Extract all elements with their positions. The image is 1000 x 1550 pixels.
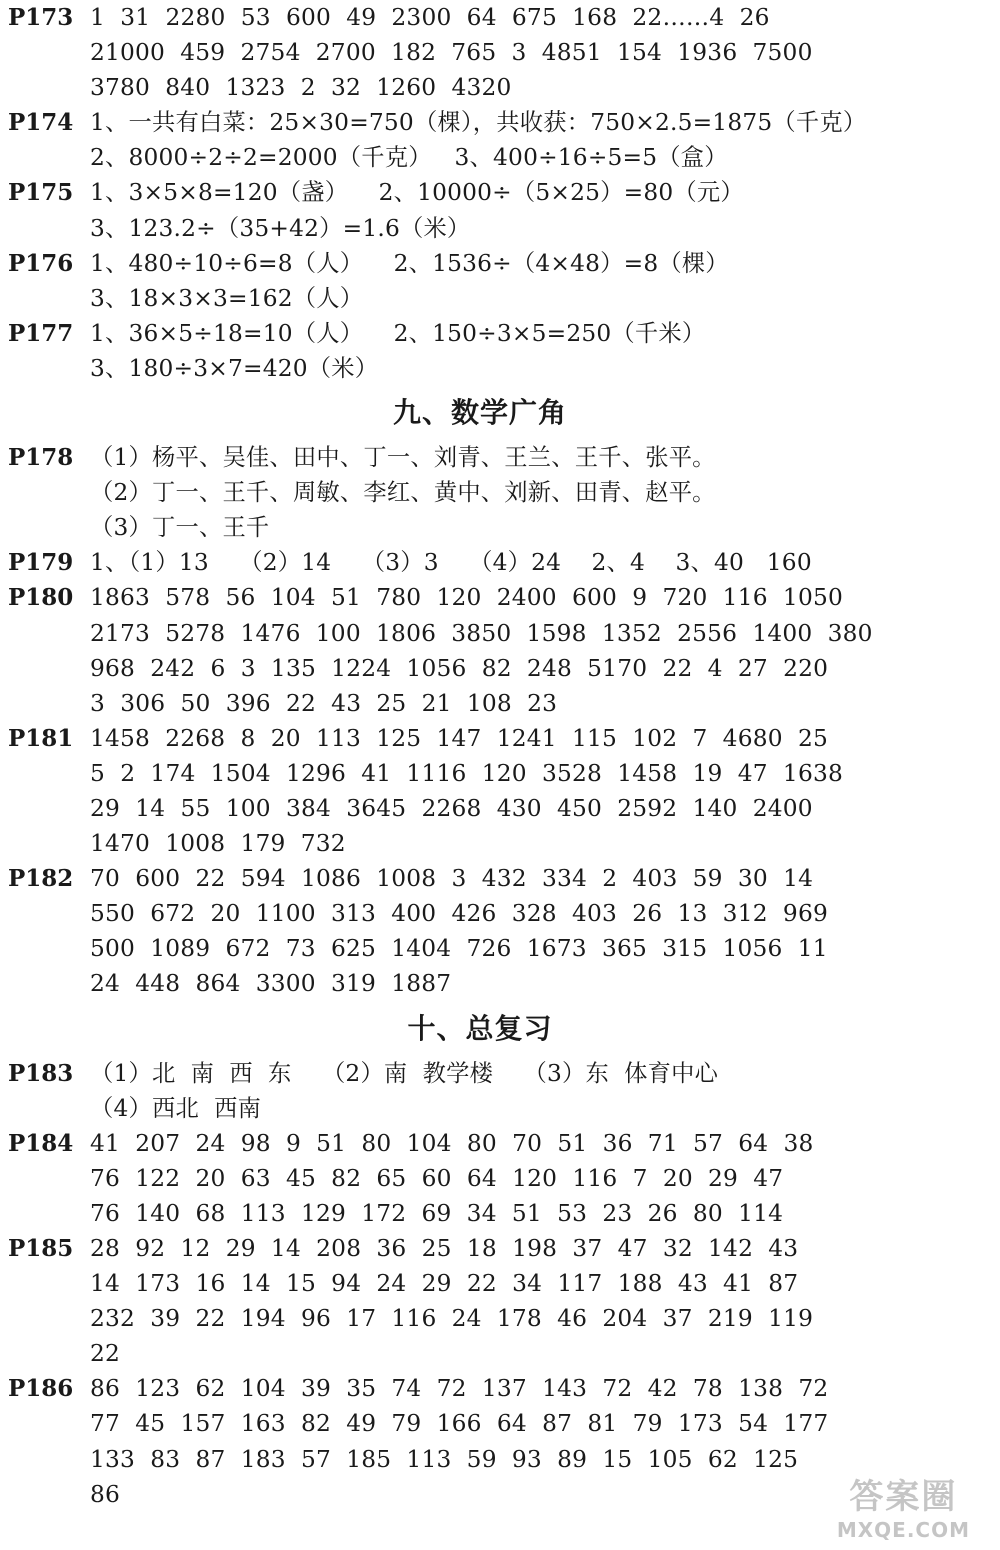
answer-line: （2）丁一、王千、周敏、李红、黄中、刘新、田青、赵平。	[90, 478, 716, 507]
answer-line: （1）杨平、吴佳、田中、丁一、刘青、王兰、王千、张平。	[90, 443, 716, 472]
answer-line: 29 14 55 100 384 3645 2268 430 450 2592 140 2400	[90, 793, 813, 822]
answer-entry	[0, 1231, 1000, 1371]
answer-line: （3）丁一、王千	[90, 513, 270, 542]
answer-line: 1、36×5÷18=10（人） 2、150÷3×5=250（千米）	[90, 318, 706, 347]
answer-line: 41 207 24 98 9 51 80 104 80 70 51 36 71 57 64 38	[90, 1128, 814, 1157]
answer-line: 3、18×3×3=162（人）	[90, 283, 364, 312]
answer-line: 3、180÷3×7=420（米）	[90, 353, 379, 382]
answer-line: 2173 5278 1476 100 1806 3850 1598 1352 2556 1400 380	[90, 618, 873, 647]
answer-line: 76 122 20 63 45 82 65 60 64 120 116 7 20 29 47	[90, 1163, 784, 1192]
answer-entry	[0, 105, 1000, 175]
watermark-title: 答案圈	[849, 1477, 958, 1517]
page-number-label: P182	[8, 865, 74, 893]
answer-line: 24 448 864 3300 319 1887	[90, 969, 452, 998]
watermark-url: MXQE.COM	[836, 1518, 970, 1542]
answer-line: 86 123 62 104 39 35 74 72 137 143 72 42 78 138 72	[90, 1374, 829, 1403]
page-number-label: P175	[8, 179, 74, 207]
page-number-label: P181	[8, 724, 74, 752]
answer-line: 5 2 174 1504 1296 41 1116 120 3528 1458 19 47 1638	[90, 758, 844, 787]
answer-entry	[0, 316, 1000, 386]
answer-entry	[0, 0, 1000, 105]
watermark-logo	[837, 1469, 970, 1542]
answer-line: 28 92 12 29 14 208 36 25 18 198 37 47 32 142 43	[90, 1234, 799, 1262]
answer-line: 133 83 87 183 57 185 113 59 93 89 15 105 62 125	[90, 1444, 799, 1473]
page-number-label: P173	[8, 4, 74, 31]
page-number-label: P185	[8, 1235, 74, 1262]
answer-line: 1 31 2280 53 600 49 2300 64 675 168 22……4 26	[90, 3, 770, 31]
answer-entry	[0, 1126, 1000, 1231]
answer-line: 232 39 22 194 96 17 116 24 178 46 204 37 219 119	[90, 1304, 814, 1333]
answer-line: 500 1089 672 73 625 1404 726 1673 365 315 1056 11	[90, 934, 828, 963]
page-number-label: P179	[8, 549, 74, 577]
answer-line: 1、（1）13 （2）14 （3）3 （4）24 2、4 3、40 160	[90, 548, 812, 577]
answer-line: 3 306 50 396 22 43 25 21 108 23	[90, 688, 558, 717]
answer-line: 77 45 157 163 82 49 79 166 64 87 81 79 173 54 177	[90, 1409, 829, 1438]
answer-line: 1、480÷10÷6=8（人） 2、1536÷（4×48）=8（棵）	[90, 248, 729, 277]
page-number-label: P184	[8, 1129, 74, 1157]
answer-line: 86	[90, 1479, 121, 1508]
answer-line: 3780 840 1323 2 32 1260 4320	[90, 73, 512, 102]
answer-line: 22	[90, 1339, 121, 1368]
answer-line: 968 242 6 3 135 1224 1056 82 248 5170 22 4 27 220	[90, 653, 829, 682]
answer-line: （4）西北 西南	[90, 1093, 262, 1122]
answer-entry	[0, 175, 1000, 245]
answer-line: 550 672 20 1100 313 400 426 328 403 26 13 312 969	[90, 899, 828, 928]
answer-line: （1）北 南 西 东 （2）南 教学楼 （3）东 体育中心	[90, 1058, 719, 1087]
answer-line: 76 140 68 113 129 172 69 34 51 53 23 26 80 114	[90, 1198, 784, 1227]
section-heading: 九、数学广角	[392, 396, 567, 430]
answer-line: 70 600 22 594 1086 1008 3 432 334 2 403 59 30 14	[90, 864, 814, 893]
answer-line: 1、一共有白菜：25×30=750（棵），共收获：750×2.5=1875（千克）	[90, 108, 867, 137]
answer-line: 1、3×5×8=120（盏） 2、10000÷（5×25）=80（元）	[90, 178, 744, 207]
page-number-label: P174	[8, 109, 74, 137]
answer-line: 2、8000÷2÷2=2000（千克） 3、400÷16÷5=5（盒）	[90, 143, 728, 172]
answer-entry	[0, 246, 1000, 316]
answer-line: 1458 2268 8 20 113 125 147 1241 115 102 7 4680 25	[90, 723, 828, 752]
answer-entry	[0, 1056, 1000, 1126]
page-number-label: P183	[8, 1059, 74, 1087]
page-number-label: P178	[8, 444, 74, 472]
answer-entry	[0, 440, 1000, 545]
page-number-label: P186	[8, 1375, 74, 1403]
page-number-label: P177	[8, 319, 74, 347]
answer-line: 14 173 16 14 15 94 24 29 22 34 117 188 43 41 87	[90, 1269, 799, 1298]
answer-entry	[0, 721, 1000, 861]
answer-entry	[0, 861, 1000, 1001]
answer-entry	[0, 580, 1000, 720]
answer-entry	[0, 545, 1000, 580]
page-number-label: P176	[8, 249, 74, 277]
section-heading: 十、总复习	[407, 1011, 553, 1045]
answer-line: 21000 459 2754 2700 182 765 3 4851 154 1936 7500	[90, 38, 813, 67]
answer-line: 1470 1008 179 732	[90, 829, 346, 858]
answer-line: 3、123.2÷（35+42）=1.6（米）	[90, 213, 471, 242]
answer-line: 1863 578 56 104 51 780 120 2400 600 9 720 116 1050	[90, 583, 844, 612]
page-number-label: P180	[8, 584, 74, 612]
